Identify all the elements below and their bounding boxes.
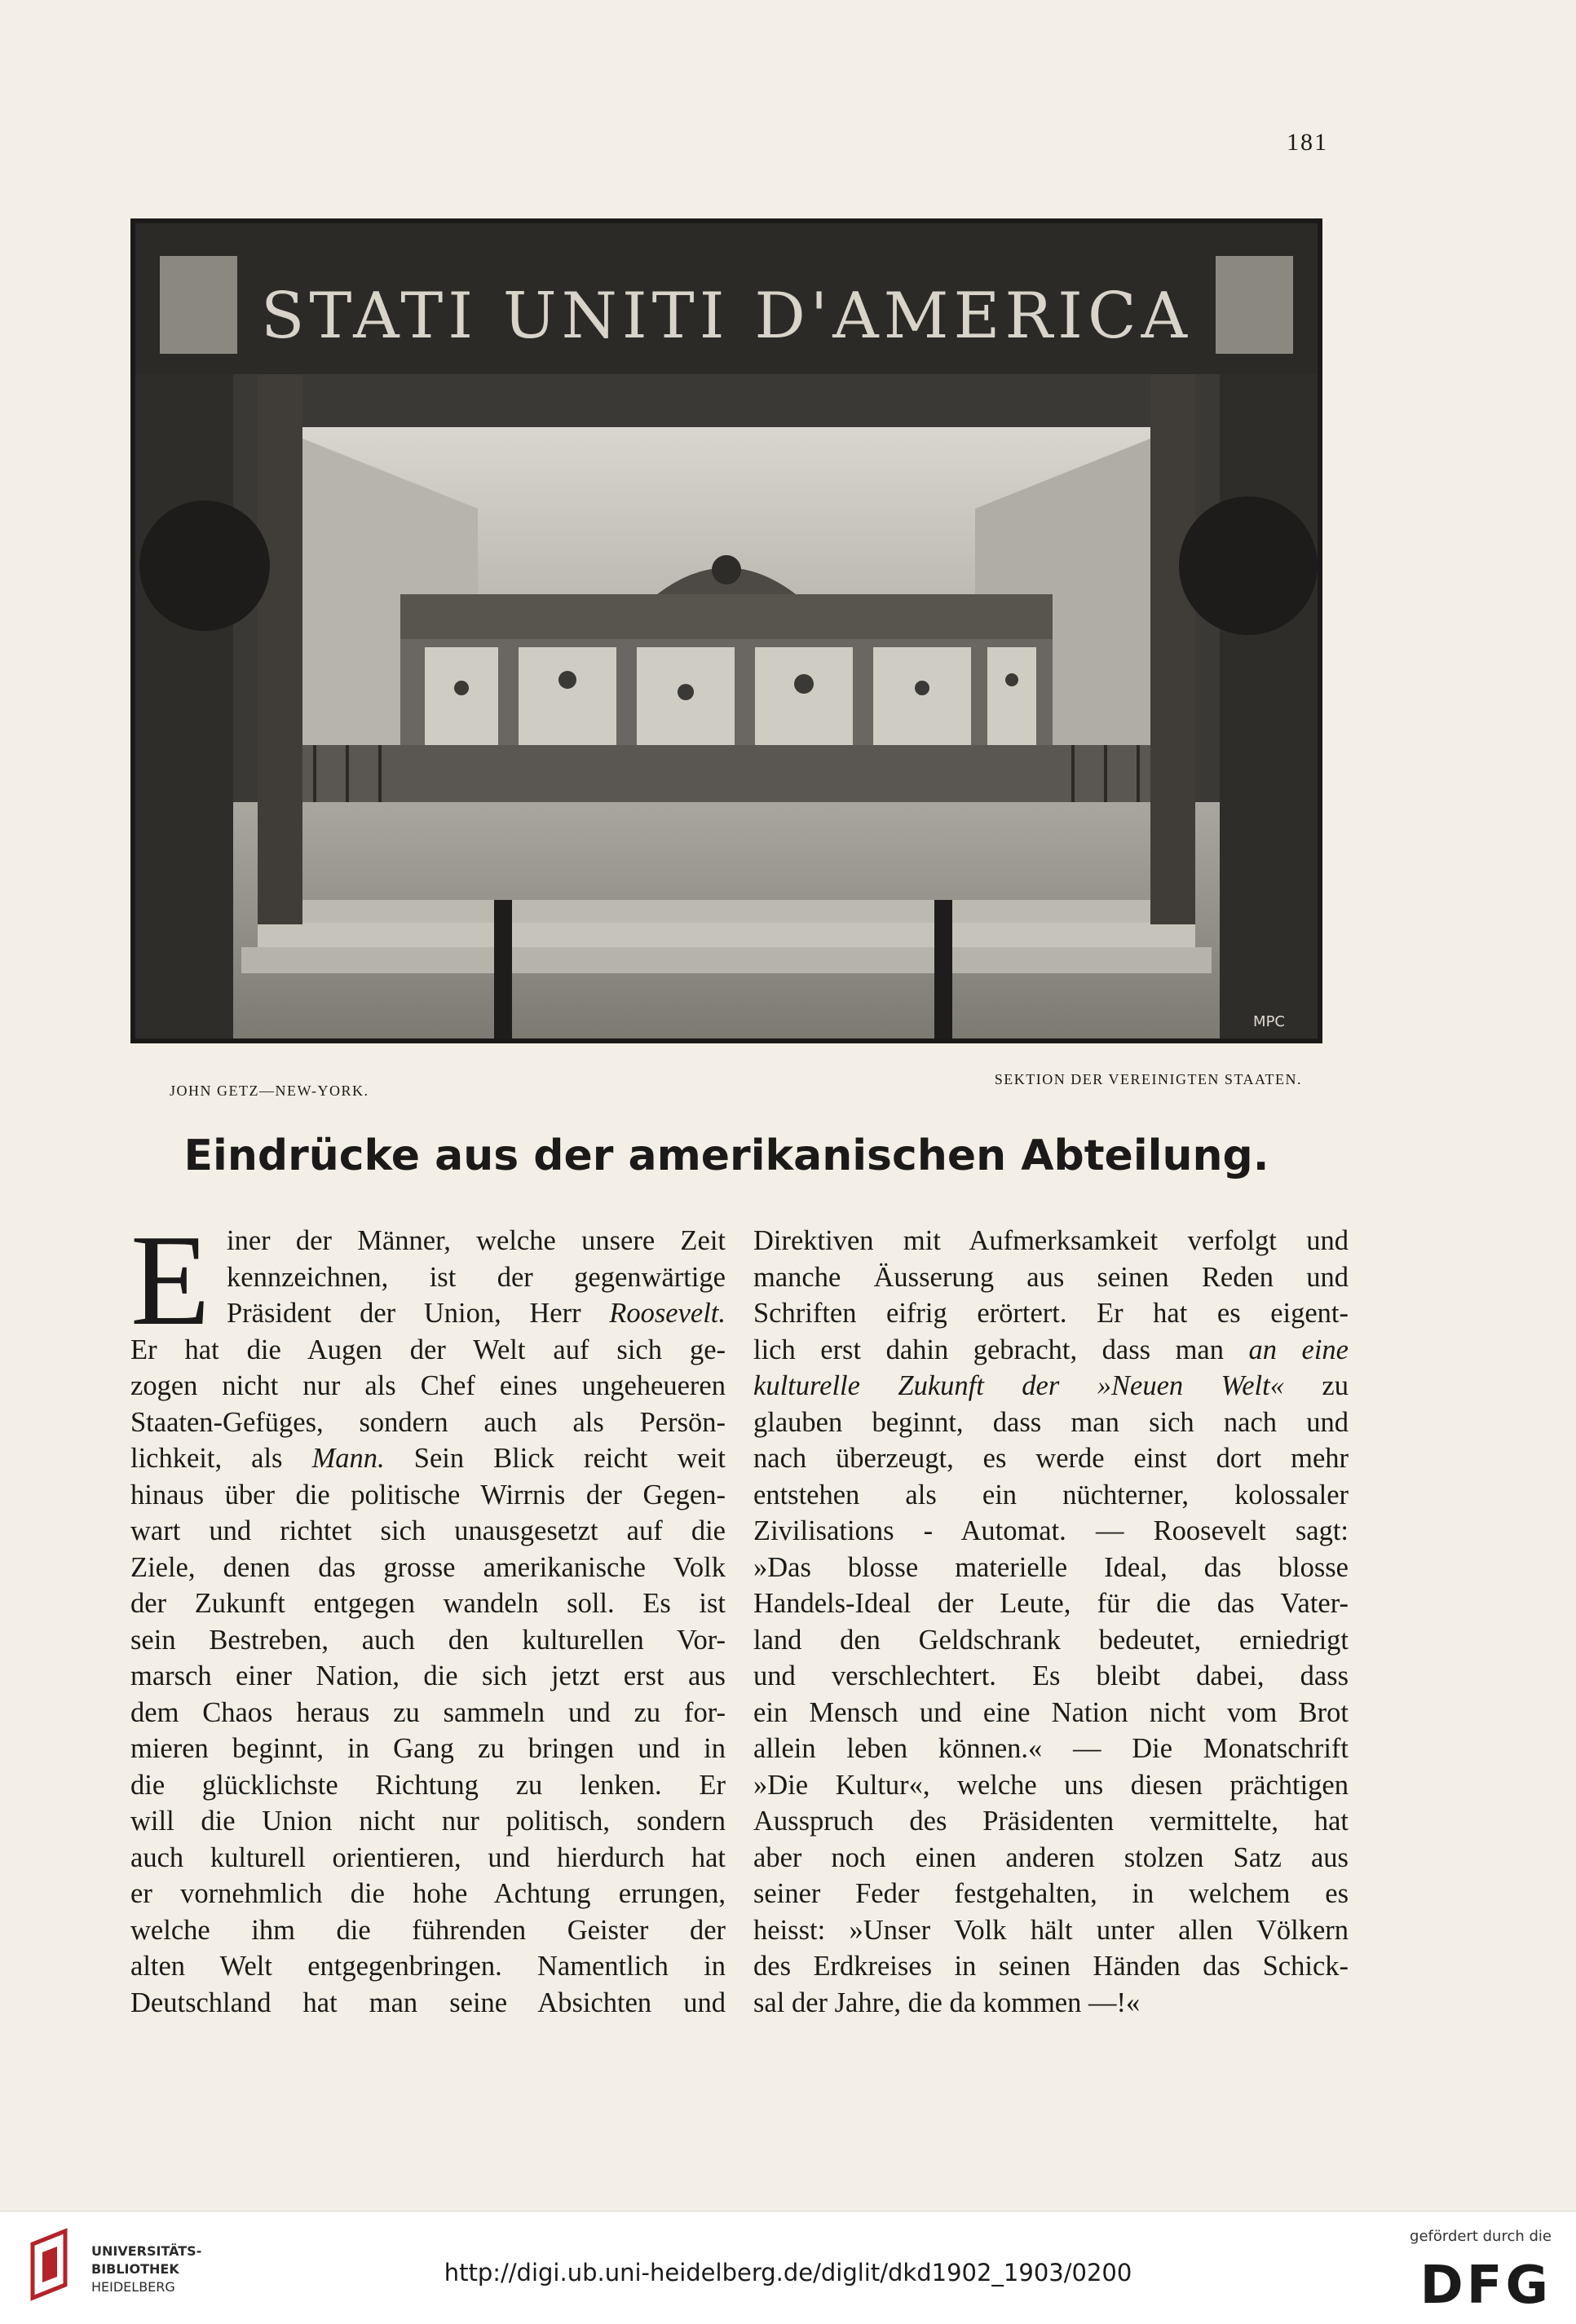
text-line: sal der Jahre, die da kommen —!« [753, 1987, 1141, 2018]
text-line: land den Geldschrank bedeutet, erniedrigt [753, 1624, 1349, 1656]
text-line: Ziele, denen das grosse amerikanische Volk [130, 1551, 726, 1583]
dfg-logo: DFG [1419, 2256, 1552, 2316]
drop-cap: E [130, 1207, 210, 1352]
text-line: sein Bestreben, auch den kulturellen Vor- [130, 1624, 726, 1656]
text-line: des Erdkreises in seinen Händen das Schick- [753, 1951, 1349, 1982]
funding-note: gefördert durch die [1410, 2228, 1552, 2245]
text-line: manche Äusserung aus seinen Reden und [753, 1261, 1349, 1293]
text-line: und verschlechtert. Es bleibt dabei, dass [753, 1660, 1349, 1691]
photographer-monogram: MPC [1253, 1013, 1285, 1030]
caption-left: JOHN GETZ—NEW-YORK. [170, 1083, 369, 1099]
text-column-right [753, 1223, 1349, 2021]
caption-right: SEKTION DER VEREINIGTEN STAATEN. [994, 1071, 1302, 1087]
text-line: er vornehmlich die hohe Achtung errungen, [130, 1878, 726, 1909]
text-line: heisst: »Unser Volk hält unter allen Völkern [753, 1914, 1349, 1946]
text-line: dem Chaos heraus zu sammeln und zu for- [130, 1696, 726, 1728]
text-line: mieren beginnt, in Gang zu bringen und in [130, 1733, 726, 1764]
article-title: Eindrücke aus der amerikanischen Abteilung. [183, 1131, 1269, 1180]
text-line: auch kulturell orientieren, und hierdurch hat [130, 1841, 726, 1873]
text-line: hinaus über die politische Wirrnis der Gegen- [130, 1479, 726, 1510]
text-line: will die Union nicht nur politisch, sondern [130, 1806, 726, 1837]
source-url[interactable]: http://digi.ub.uni-heidelberg.de/diglit/dkd1902_1903/0200 [444, 2259, 1132, 2287]
text-line: Staaten-Gefüges, sondern auch als Persön- [130, 1406, 726, 1438]
banner-text: STATI UNITI D'AMERICA [261, 280, 1192, 353]
text-line: iner der Männer, welche unsere Zeit [227, 1225, 726, 1256]
text-line: Direktiven mit Aufmerksamkeit verfolgt und [753, 1225, 1349, 1256]
exhibition-photograph [130, 218, 1322, 1043]
text-line: wart und richtet sich unausgesetzt auf die [130, 1515, 726, 1546]
text-line: Er hat die Augen der Welt auf sich ge- [130, 1334, 726, 1365]
text-line: Zivilisations - Automat. — Roosevelt sagt: [753, 1515, 1349, 1546]
text-line: ein Mensch und eine Nation nicht vom Brot [753, 1696, 1349, 1728]
digitization-footer [0, 2211, 1576, 2324]
text-line: Handels-Ideal der Leute, für die das Vater- [753, 1588, 1349, 1619]
text-line: alten Welt entgegenbringen. Namentlich in [130, 1951, 726, 1982]
text-line: kulturelle Zukunft der »Neuen Welt« zu [753, 1370, 1349, 1401]
library-name: UNIVERSITÄTS- BIBLIOTHEK HEIDELBERG [91, 2243, 202, 2295]
text-line: die glücklichste Richtung zu lenken. Er [130, 1769, 726, 1801]
text-column-left [130, 1207, 726, 2021]
text-line: Ausspruch des Präsidenten vermittelte, hat [753, 1806, 1349, 1837]
text-line: lichkeit, als Mann. Sein Blick reicht weit [130, 1443, 726, 1474]
text-line: glauben beginnt, dass man sich nach und [753, 1406, 1349, 1438]
text-line: seiner Feder festgehalten, in welchem es [753, 1878, 1349, 1909]
text-line: Präsident der Union, Herr Roosevelt. [227, 1298, 726, 1329]
page-number: 181 [1287, 129, 1328, 156]
text-line: nach überzeugt, es werde einst dort mehr [753, 1443, 1349, 1474]
text-line: welche ihm die führenden Geister der [130, 1914, 726, 1946]
text-line: entstehen als ein nüchterner, kolossaler [753, 1479, 1349, 1510]
text-line: aber noch einen anderen stolzen Satz aus [753, 1841, 1349, 1873]
text-line: »Die Kultur«, welche uns diesen prächtigen [753, 1769, 1349, 1801]
text-line: lich erst dahin gebracht, dass man an eine [753, 1334, 1349, 1365]
text-line: marsch einer Nation, die sich jetzt erst aus [130, 1660, 726, 1691]
text-line: zogen nicht nur als Chef eines ungeheueren [130, 1370, 726, 1401]
text-line: kennzeichnen, ist der gegenwärtige [227, 1261, 726, 1293]
text-line: »Das blosse materielle Ideal, das blosse [753, 1551, 1349, 1583]
text-line: Schriften eifrig erörtert. Er hat es eigent- [753, 1298, 1349, 1329]
text-line: allein leben können.« — Die Monatschrift [753, 1733, 1349, 1764]
text-line: der Zukunft entgegen wandeln soll. Es ist [130, 1588, 726, 1619]
text-line: Deutschland hat man seine Absichten und [130, 1987, 726, 2018]
